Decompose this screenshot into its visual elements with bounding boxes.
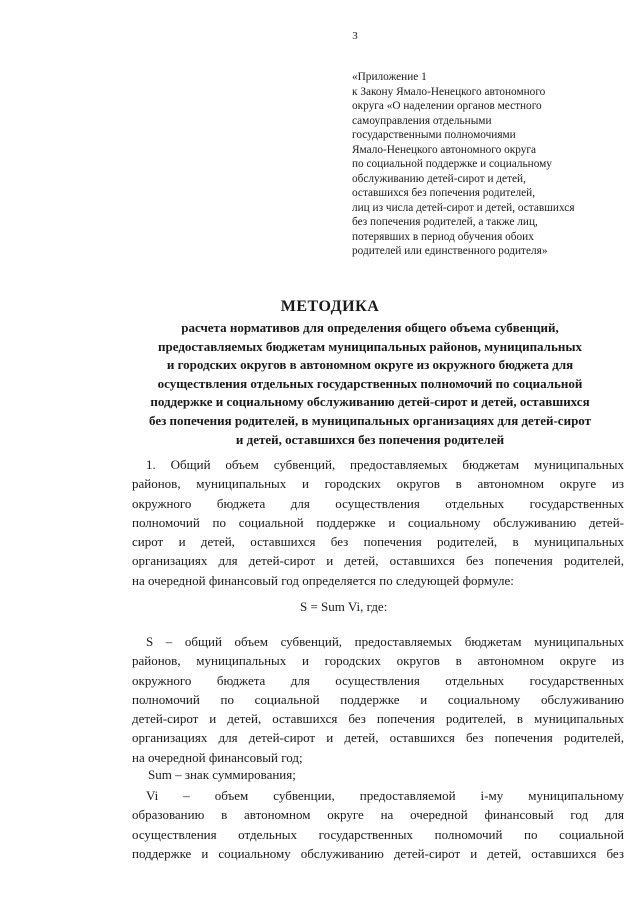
definition-line: поддержке и социальному обслуживанию детей-сирот и детей, оставшихся без [132,845,624,861]
appendix-line: округа «О наделении органов местного [352,100,542,112]
document-title: МЕТОДИКА [280,298,380,315]
subtitle-line: без попечения родителей, в муниципальных организациях для детей-сирот [148,412,592,428]
paragraph-line: окружного бюджета для осуществления отдельных государственных [132,495,624,511]
paragraph-line: сирот и детей, оставшихся без попечения родителей, в муниципальных [132,534,624,550]
paragraph-line: районов, муниципальных и городских округов в автономном округе из [132,476,624,492]
appendix-line: обслуживанию детей-сирот и детей, [352,172,526,185]
subtitle-line: и городских округов в автономном округе из окружного бюджета для [166,357,574,373]
appendix-line: государственными полномочиями [352,129,516,141]
appendix-line: «Приложение 1 [352,71,427,83]
subtitle-line: поддержке и социальному обслуживанию детей-сирот и детей, оставшихся [150,394,590,410]
appendix-line: Ямало-Ненецкого автономного округа [352,143,537,156]
definition-line: организациях для детей-сирот и детей, оставшихся без попечения родителей, [132,730,624,746]
definition-line: на очередной финансовый год; [132,749,303,765]
subtitle-line: расчета нормативов для определения общего объема субвенций, [181,320,559,335]
paragraph-line: 1. Общий объем субвенций, предоставляемых бюджетам муниципальных [146,457,624,472]
definition-line: окружного бюджета для осуществления отдельных государственных [132,672,624,688]
paragraph-line: на очередной финансовый год определяется по следующей формуле: [132,572,514,588]
appendix-note [352,70,622,259]
document-subtitle [110,319,630,449]
appendix-line: к Закону Ямало-Ненецкого автономного [352,85,546,98]
paragraph-line: полномочий по социальной поддержке и социальному обслуживанию детей- [132,514,624,530]
definition-line: Vi – объем субвенции, предоставляемой i-му муниципальному [146,788,624,803]
definition-line: детей-сирот и детей, оставшихся без попечения родителей, в муниципальных [132,711,624,727]
appendix-line: по социальной поддержке и социальному [352,158,552,170]
subtitle-line: и детей, оставшихся без попечения родителей [235,431,505,447]
page-number: 3 [352,30,358,42]
definition-line: районов, муниципальных и городских округов в автономном округе из [132,653,624,669]
definition-line: осуществления отдельных государственных полномочий по социальной [132,826,624,842]
subtitle-line: осуществления отдельных государственных полномочий по социальной [157,375,583,391]
definition-sum: Sum – знак суммирования; [148,767,296,782]
definition-vi [132,786,624,863]
definition-line: полномочий по социальной поддержке и социальному обслуживанию [132,691,624,707]
appendix-line: самоуправления отдельными [352,114,492,127]
appendix-line: оставшихся без попечения родителей, [352,187,536,199]
paragraph-1 [132,455,624,590]
definition-s [132,632,624,767]
appendix-line: родителей или единственного родителя» [352,245,548,257]
paragraph-line: организациях для детей-сирот и детей, оставшихся без попечения родителей, [132,553,624,569]
definition-line: образованию в автономном округе на очередной финансовый год для [132,807,624,823]
appendix-line: без попечения родителей, а также лиц, [352,216,538,228]
definition-line: S – общий объем субвенций, предоставляемых бюджетам муниципальных [146,634,624,649]
appendix-line: потерявших в период обучения обоих [352,230,534,243]
formula: S = Sum Vi, где: [300,599,388,614]
subtitle-line: предоставляемых бюджетам муниципальных районов, муниципальных [158,338,582,354]
appendix-line: лиц из числа детей-сирот и детей, оставшихся [352,201,575,214]
